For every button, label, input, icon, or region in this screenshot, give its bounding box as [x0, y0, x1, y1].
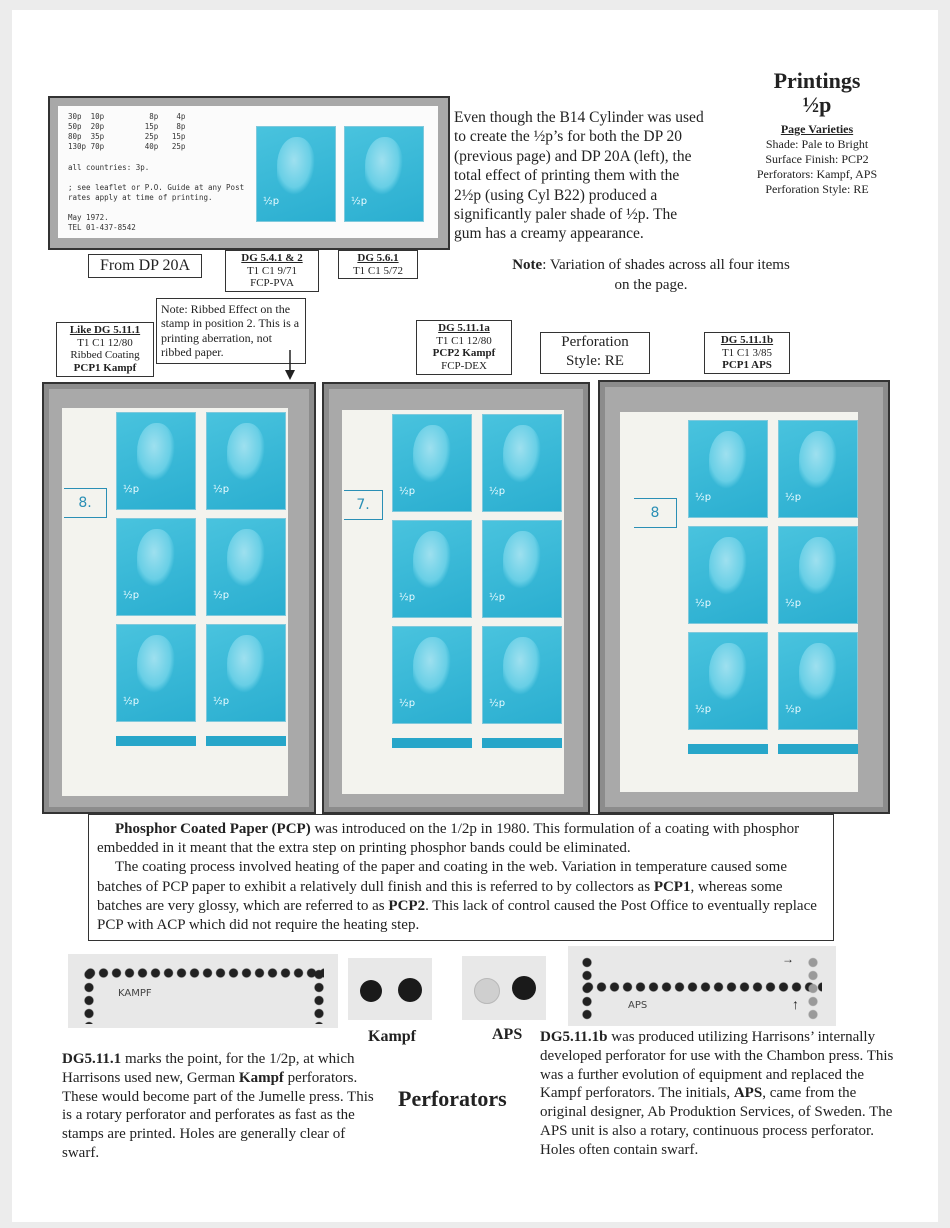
label-dg5111b-title: DG 5.11.1b [720, 334, 774, 346]
variety-perforators: Perforators: Kampf, APS [756, 167, 878, 181]
hole-icon [474, 978, 500, 1004]
block-2-stamp [482, 414, 562, 512]
hole-icon [512, 976, 536, 1000]
perforation-col-left [582, 956, 592, 1022]
hole-icon [398, 978, 422, 1002]
stamp-value: ½p [399, 486, 416, 497]
aps-desc-b: , came from the original designer, Ab Produktion Services, of Sweden. The APS unit is also a rotary, continuous process perforator. Holes often contain swarf. [540, 1085, 893, 1158]
variety-perf-style: Perforation Style: RE [765, 182, 869, 196]
block-1-stamp [206, 412, 286, 510]
queen-head-icon [503, 531, 541, 589]
queen-head-icon [503, 637, 541, 695]
cylinder-block-2 [322, 382, 590, 814]
block-3-stamp [688, 420, 768, 518]
label-dg561 [338, 250, 418, 279]
queen-head-icon [137, 635, 175, 693]
arrow-up-icon: ↑ [792, 998, 799, 1013]
label-like-dg5111-line1: T1 C1 12/80 [77, 336, 133, 349]
label-dg5111a-line2: PCP2 Kampf [432, 347, 496, 360]
block-2-stamp [482, 520, 562, 618]
queen-head-icon [799, 643, 837, 701]
label-dg561-title: DG 5.6.1 [357, 252, 399, 264]
queen-head-icon [227, 423, 265, 481]
stamp-value: ½p [695, 598, 712, 609]
pcp-paragraph-2 [97, 858, 825, 935]
pcp2-term: PCP2 [388, 897, 426, 914]
kampf-image-label: KAMPF [118, 988, 152, 999]
block-3-stamp [688, 526, 768, 624]
block-1-stamp [116, 412, 196, 510]
queen-head-icon [413, 425, 451, 483]
queen-head-icon [413, 637, 451, 695]
kampf-hole-closeup [348, 958, 432, 1020]
queen-head-icon [137, 423, 175, 481]
booklet-pane [58, 106, 438, 238]
varieties-heading: Page Varieties [780, 122, 854, 136]
aps-desc-a: was produced utilizing Harrisons’ internally developed perforator for use with the Chambon press. This was a further evolution of equipment and replaced the Kampf perforators. The initials, [540, 1029, 894, 1102]
cylinder-number-3: 8 [634, 498, 677, 528]
kampf-dg-ref: DG5.11.1 [62, 1051, 122, 1067]
page-title: Printings [773, 68, 861, 93]
kampf-caption: Kampf [368, 1028, 416, 1045]
note-shades [508, 256, 794, 295]
note-ribbed: Note: Ribbed Effect on the stamp in position 2. This is a printing aberration, not ribbed paper. [156, 298, 306, 364]
hole-icon [360, 980, 382, 1002]
cylinder-number-1: 8. [64, 488, 107, 518]
variety-shade: Shade: Pale to Bright [765, 137, 869, 151]
intro-text: Even though the B14 Cylinder was used to create the ½p’s for both the DP 20 (previous page) and DP 20A (left), the total effect of printing them with the 2½p (using Cyl B22) produced a significantly paler shade of ½p. The gum has a creamy appearance. [454, 109, 704, 243]
cylinder-block-3 [598, 380, 890, 814]
kampf-desc-b: perforators. These would become part of the Jumelle press. This is a rotary perforator and perforates as fast as the stamps are printed. Holes are generally clear of swarf. [62, 1069, 374, 1161]
phosphor-bar [482, 738, 562, 748]
perforators-title: Perforators [398, 1086, 507, 1111]
queen-head-icon [709, 431, 747, 489]
arrow-down-icon [284, 350, 292, 378]
page-value: ½p [802, 92, 832, 117]
stamp-value: ½p [695, 704, 712, 715]
block-2-stamp [392, 414, 472, 512]
pcp-term: Phosphor Coated Paper (PCP) [115, 821, 311, 837]
queen-head-icon [413, 531, 451, 589]
block-3-stamp [778, 526, 858, 624]
stamp-value: ½p [213, 484, 230, 495]
label-dg541 [225, 250, 319, 292]
booklet-stamp-1 [256, 126, 336, 222]
block-1-stamp [116, 518, 196, 616]
stamp-value: ½p [695, 492, 712, 503]
label-like-dg5111 [56, 322, 154, 377]
label-dg5111a-line3: FCP-DEX [441, 359, 487, 372]
stamp-value: ½p [213, 590, 230, 601]
stamp-value: ½p [489, 698, 506, 709]
perforation-col-left [84, 968, 94, 1024]
block-3-stamp [688, 632, 768, 730]
block-3-stamp [778, 420, 858, 518]
pcp-p2-end: . This lack of control caused the Post Office to eventually replace PCP with ACP which did not require the heating step. [97, 897, 817, 933]
label-dg561-line1: T1 C1 5/72 [352, 264, 404, 277]
queen-head-icon [277, 137, 315, 195]
note-shades-text: : Variation of shades across all four items on the page. [542, 257, 790, 293]
perforation-row [582, 982, 822, 992]
label-dg5111a-title: DG 5.11.1a [438, 322, 490, 334]
booklet-rate-text: 30p 10p 8p 4p 50p 20p 15p 8p 80p 35p 25p 15p 130p 70p 40p 25p all countries: 3p. ; see leaflet or P.O. Guide at any Post rates apply at time of printing. May 1972. TEL 01-437-8542 [68, 112, 245, 233]
kampf-desc-a: marks the point, for the 1/2p, at which Harrisons used new, German [62, 1051, 355, 1086]
block-1-stamp [116, 624, 196, 722]
label-dg5111b-line1: T1 C1 3/85 [721, 346, 773, 359]
block-1-stamp [206, 518, 286, 616]
stamp-value: ½p [489, 592, 506, 603]
cylinder-block-1 [42, 382, 316, 814]
label-like-dg5111-line3: PCP1 Kampf [73, 361, 137, 374]
queen-head-icon [227, 635, 265, 693]
aps-dg-ref: DG5.11.1b [540, 1029, 608, 1045]
label-like-dg5111-line2: Ribbed Coating [70, 349, 140, 362]
label-dg541-title: DG 5.4.1 & 2 [241, 252, 303, 264]
aps-perforation-image [568, 946, 836, 1026]
page-header [732, 68, 902, 197]
stamp-value: ½p [123, 696, 140, 707]
phosphor-bar [778, 744, 858, 754]
aps-caption: APS [492, 1026, 523, 1043]
block-1-stamp [206, 624, 286, 722]
booklet-pane-frame [48, 96, 450, 250]
label-dg5111a [416, 320, 512, 375]
label-dg541-line2: FCP-PVA [250, 277, 294, 290]
queen-head-icon [709, 537, 747, 595]
phosphor-bar [688, 744, 768, 754]
aps-image-label: APS [628, 1000, 648, 1011]
pcp-p2-start: The coating process involved heating of the paper and coating in the web. Variation in temperature caused some batches of PCP paper to exhibit a relatively dull finish and this is referred to by collectors as [97, 859, 787, 895]
label-dg5111b [704, 332, 790, 374]
block-2-stamp [392, 520, 472, 618]
block-2-stamp [482, 626, 562, 724]
phosphor-bar [206, 736, 286, 746]
cylinder-number-2: 7. [344, 490, 383, 520]
queen-head-icon [709, 643, 747, 701]
aps-hole-closeup [462, 956, 546, 1020]
perforation-style-label: Perforation Style: RE [540, 332, 650, 374]
aps-term: APS [733, 1085, 763, 1102]
queen-head-icon [227, 529, 265, 587]
label-dg541-line1: T1 C1 9/71 [246, 264, 298, 277]
stamp-value: ½p [785, 492, 802, 503]
perforation-col-right [314, 968, 324, 1024]
label-like-dg5111-title: Like DG 5.11.1 [69, 324, 141, 336]
stamp-value: ½p [263, 196, 280, 207]
queen-head-icon [799, 537, 837, 595]
perforation-col-right [808, 956, 818, 1022]
pcp-p2-mid: , whereas some batches are very glossy, which are referred to as [97, 878, 783, 914]
pcp-text-box [88, 814, 834, 941]
stamp-value: ½p [489, 486, 506, 497]
stamp-value: ½p [351, 196, 368, 207]
stamp-value: ½p [399, 698, 416, 709]
label-dg5111a-line1: T1 C1 12/80 [436, 334, 492, 347]
kampf-description [62, 1050, 380, 1163]
block-3-stamp [778, 632, 858, 730]
queen-head-icon [365, 137, 403, 195]
booklet-stamp-2 [344, 126, 424, 222]
queen-head-icon [137, 529, 175, 587]
booklet-caption: From DP 20A [88, 254, 202, 278]
stamp-value: ½p [213, 696, 230, 707]
pcp-p1-rest: was introduced on the 1/2p in 1980. This formulation of a coating with phosphor embedded in it meant that the extra step on printing phosphor bands could be eliminated. [97, 821, 800, 857]
kampf-perforation-image [68, 954, 338, 1028]
stamp-value: ½p [123, 590, 140, 601]
pcp1-term: PCP1 [653, 878, 691, 895]
arrow-right-icon: → [782, 952, 794, 966]
stamp-value: ½p [399, 592, 416, 603]
album-page [12, 10, 938, 1222]
queen-head-icon [799, 431, 837, 489]
block-2-stamp [392, 626, 472, 724]
stamp-value: ½p [785, 704, 802, 715]
perforation-row [84, 968, 324, 978]
variety-surface: Surface Finish: PCP2 [765, 152, 869, 166]
stamp-value: ½p [785, 598, 802, 609]
kampf-term: Kampf [238, 1069, 284, 1086]
queen-head-icon [503, 425, 541, 483]
pcp-paragraph-1 [97, 820, 825, 858]
phosphor-bar [392, 738, 472, 748]
note-shades-label: Note [512, 257, 543, 273]
phosphor-bar [116, 736, 196, 746]
label-dg5111b-line2: PCP1 APS [722, 359, 772, 372]
aps-description [540, 1028, 900, 1159]
stamp-value: ½p [123, 484, 140, 495]
